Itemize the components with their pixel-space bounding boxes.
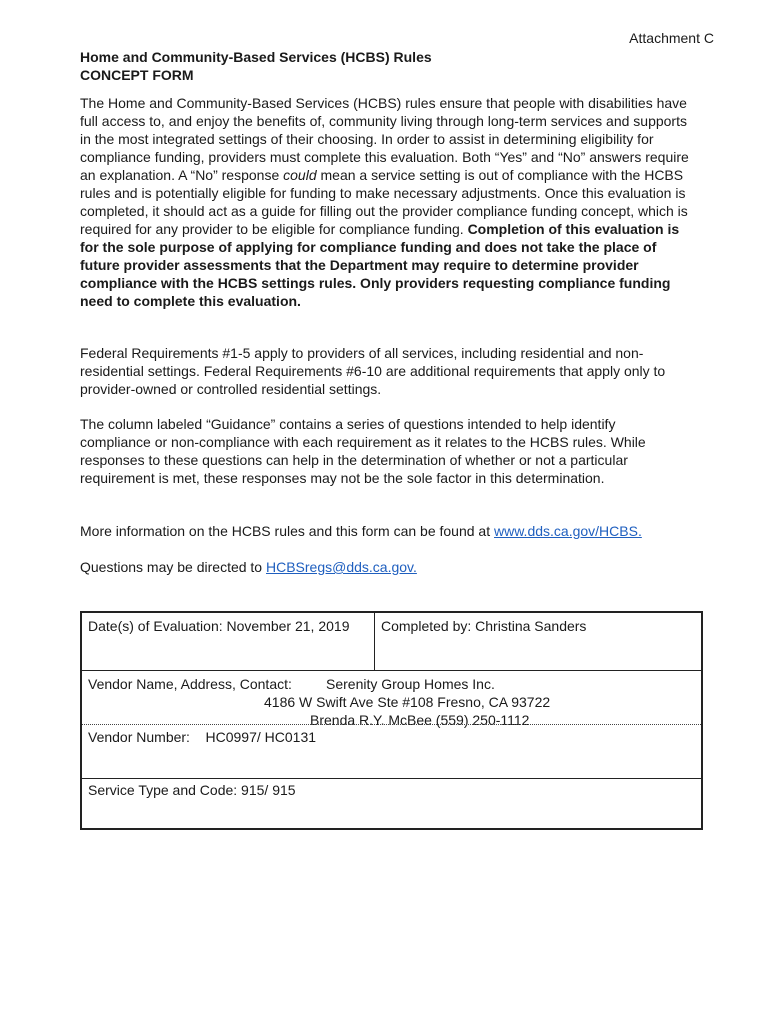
completed-by-field[interactable]: Completed by: Christina Sanders <box>381 618 587 634</box>
questions-paragraph <box>80 558 690 576</box>
intro-text-b: mean a service setting is out of compliance with the HCBS rules and is potentially eligible for funding to make necessary adjustments. Once this evaluation is completed, it should act as a guide for filling out the provider compliance funding concept, which is required for any provider to be eligible for compliance funding. <box>80 167 688 237</box>
intro-text-a: The Home and Community-Based Services (HCBS) rules ensure that people with disabilities have full access to, and enjoy the benefits of, community living through long-term services and supports in the most integrated settings of their choosing. In order to assist in determining eligibility for compliance funding, providers must complete this evaluation. Both “Yes” and “No” answers require an explanation. A “No” response <box>80 95 689 183</box>
title-line-1: Home and Community-Based Services (HCBS) Rules <box>80 49 432 65</box>
more-info-paragraph <box>80 522 690 540</box>
page-title <box>80 48 432 84</box>
guidance-paragraph: The column labeled “Guidance” contains a series of questions intended to help identify compliance or non-compliance with each requirement as it relates to the HCBS rules. While responses to these questions can help in the determination of whether or not a particular requirement is met, these responses may not be the sole factor in this determination. <box>80 416 646 486</box>
federal-paragraph: Federal Requirements #1-5 apply to providers of all services, including residential and non-residential settings. Federal Requirements #6-10 are additional requirements that apply only to provider-owned or controlled residential settings. <box>80 345 666 397</box>
vendor-name: Serenity Group Homes Inc. <box>326 676 495 692</box>
service-type: Service Type and Code: 915/ 915 <box>88 782 296 798</box>
form-row-date <box>82 613 701 671</box>
form-row-vendor[interactable] <box>82 671 701 726</box>
title-line-2: CONCEPT FORM <box>80 67 194 83</box>
questions-text: Questions may be directed to <box>80 559 266 575</box>
hcbs-link[interactable]: www.dds.ca.gov/HCBS. <box>494 523 642 539</box>
vendor-label: Vendor Name, Address, Contact: <box>88 676 292 692</box>
dotted-divider <box>82 724 701 725</box>
attachment-label: Attachment C <box>629 30 714 46</box>
more-info-text: More information on the HCBS rules and this form can be found at <box>80 523 494 539</box>
email-link[interactable]: HCBSregs@dds.ca.gov. <box>266 559 417 575</box>
evaluation-form-table <box>80 611 703 830</box>
vendor-number: Vendor Number: HC0997/ HC0131 <box>88 729 317 745</box>
intro-paragraph <box>80 94 690 310</box>
intro-italic: could <box>283 167 317 183</box>
vendor-contact: Brenda R.Y. McBee (559) 250-1112 <box>310 712 530 728</box>
date-of-evaluation-field[interactable]: Date(s) of Evaluation: November 21, 2019 <box>82 613 375 670</box>
form-row-vendor-number[interactable] <box>82 726 701 779</box>
intro-bold: Completion of this evaluation is for the sole purpose of applying for compliance funding and does not take the place of future provider assessments that the Department may require to determine provider compliance with the HCBS settings rules. Only providers requesting compliance funding need to complete this evaluation. <box>80 221 680 309</box>
form-row-service-type[interactable] <box>82 779 701 830</box>
vendor-address: 4186 W Swift Ave Ste #108 Fresno, CA 93722 <box>264 694 551 710</box>
